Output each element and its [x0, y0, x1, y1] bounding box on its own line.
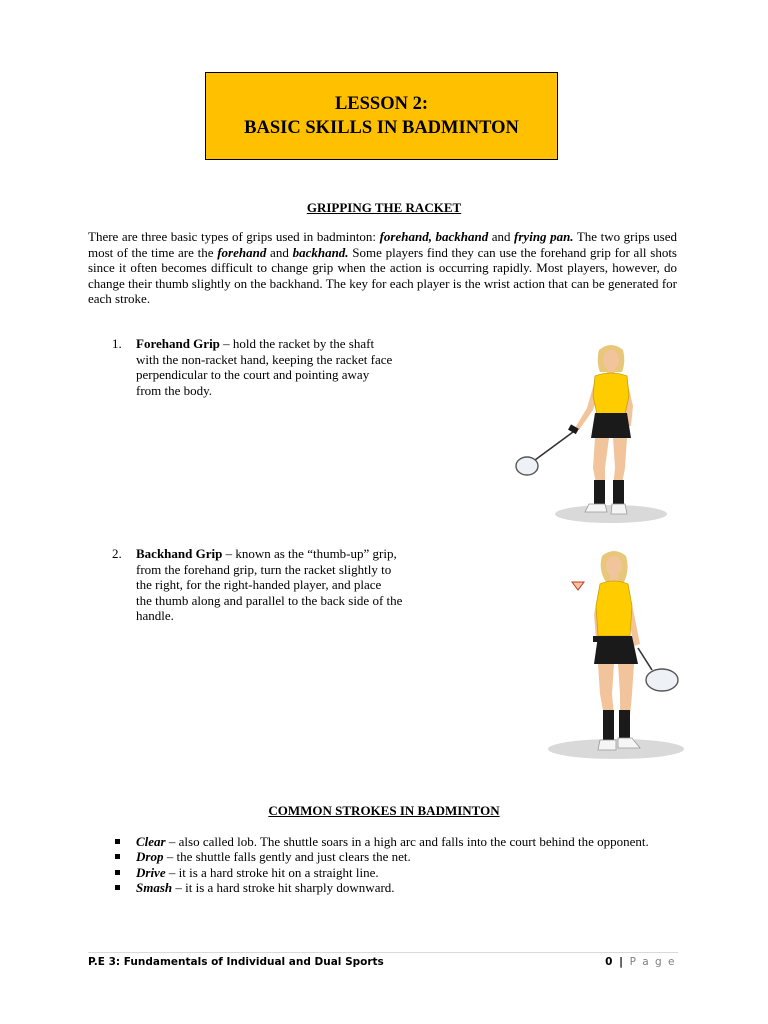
grip-item-backhand: 2. Backhand Grip – known as the “thumb-up” grip, from the forehand grip, turn the racket slightly to the right, for the right-handed player, and place the thumb along and parallel to the back side of the handle. [112, 546, 403, 623]
footer-divider [88, 952, 678, 953]
footer-page-indicator [605, 956, 676, 968]
lesson-title: BASIC SKILLS IN BADMINTON [244, 118, 519, 138]
bullet-icon [115, 839, 120, 844]
grip-item-forehand: 1. Forehand Grip – hold the racket by the shaft with the non-racket hand, keeping the racket face perpendicular to the court and pointing away from the body. [112, 336, 393, 398]
stroke-name: Drop [136, 849, 164, 865]
intro-paragraph: There are three basic types of grips used in badminton: forehand, backhand and frying pan. The two grips used most of the time are the forehand and backhand. Some players find they can use the forehand grip for all shots since it often becomes difficult to change grip when the action is occurring rapidly. Most players, however, do change their thumb slightly on the backhand. The key for each player is the wrist action that can be generated for each stroke. [88, 229, 677, 306]
footer-course-title: P.E 3: Fundamentals of Individual and Dual Sports [88, 956, 384, 968]
bullet-icon [115, 870, 120, 875]
lesson-number: LESSON 2: [334, 94, 429, 114]
section-heading-strokes: COMMON STROKES IN BADMINTON [268, 803, 500, 818]
page-separator: | [619, 956, 625, 968]
page-number: 0 [605, 956, 614, 968]
bullet-icon [115, 854, 120, 859]
strokes-list [115, 834, 680, 895]
stroke-name: Smash [136, 879, 173, 895]
list-item: Drive – it is a hard stroke hit on a straight line. [115, 865, 680, 880]
list-number: 2. [112, 546, 122, 561]
backhand-grip-player-illustration [540, 544, 690, 774]
list-item: Drop – the shuttle falls gently and just clears the net. [115, 849, 680, 864]
grip-name: Backhand Grip [136, 546, 223, 561]
list-number: 1. [112, 336, 122, 351]
lesson-title-box [205, 72, 558, 160]
list-item: Smash – it is a hard stroke hit sharply downward. [115, 880, 680, 895]
forehand-grip-player-illustration [505, 338, 675, 528]
stroke-name: Drive [136, 864, 166, 880]
list-item: Clear – also called lob. The shuttle soars in a high arc and falls into the court behind the opponent. [115, 834, 680, 849]
section-heading-gripping: GRIPPING THE RACKET [306, 200, 462, 215]
stroke-name: Clear [136, 834, 166, 849]
page-label: P a g e [629, 956, 676, 968]
bullet-icon [115, 885, 120, 890]
grip-name: Forehand Grip [136, 336, 220, 351]
